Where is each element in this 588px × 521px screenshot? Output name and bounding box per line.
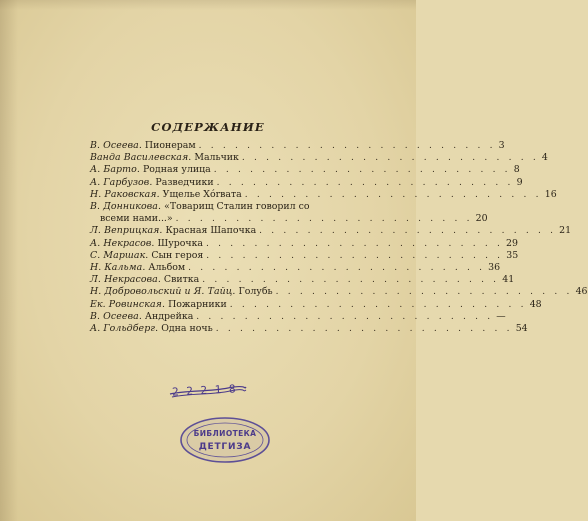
toc-entry [90,201,328,213]
toc-page-number: 35 [506,249,519,261]
toc-entry-continuation [90,213,488,225]
toc-entry [90,262,501,274]
toc-page-number: 16 [544,188,557,200]
toc-author: А. Некрасов. [90,237,155,249]
toc-leader: . . . . . . . . . . . . . . . . . . . . . . . . . [206,238,504,249]
toc-title: Сын героя [151,249,204,261]
toc-entry [90,188,557,201]
toc-title: Альбом [148,262,186,274]
library-stamp [178,415,272,465]
toc-author: В. Осеева. [90,140,142,151]
toc-leader: . . . . . . . . . . . . . . . . . . . . . . . . . [244,189,542,200]
toc-page-number: 9 [516,176,523,188]
toc-title: Родная улица [142,164,211,176]
toc-author: Ванда Василевская. [90,152,192,164]
toc-leader: . . . . . . . . . . . . . . . . . . . . . . . . . [215,324,513,335]
toc-leader: . . . . . . . . . . . . . . . . . . . . . . . . . [259,226,557,237]
toc-entry [90,274,515,286]
toc-author: Н. Добровольский и Я. Тайц. [90,286,236,298]
toc-entry [90,298,542,311]
toc-author: Л. Некрасова. [90,274,161,286]
toc-leader: . . . . . . . . . . . . . . . . . . . . . . . . . [196,311,494,322]
toc-leader: . . . . . . . . . . . . . . . . . . . . . . . . . [188,263,486,274]
inventory-strikethrough [168,384,248,400]
toc-leader: . . . . . . . . . . . . . . . . . . . . . . . . . [198,141,496,151]
toc-title: Голубь [238,286,273,298]
toc-author: С. Маршак. [90,249,149,261]
toc-entry [90,140,505,152]
toc-author: А. Гольдберг. [90,323,159,335]
toc-author: Л. Веприцкая. [90,225,163,237]
toc-leader: . . . . . . . . . . . . . . . . . . . . . . . . . [275,287,573,298]
toc-author: А. Гарбузов. [90,176,153,188]
toc-leader: . . . . . . . . . . . . . . . . . . . . . . . . . [216,177,514,188]
toc-author: Н. Раковская. [90,188,160,200]
inventory-number: 2 2 2 1 8 [171,382,237,399]
toc-leader: . . . . . . . . . . . . . . . . . . . . . . . . . [229,299,527,310]
toc-title: Пожарники [168,298,227,310]
toc-entry [90,310,506,323]
toc-leader: . . . . . . . . . . . . . . . . . . . . . . . . . [206,250,504,261]
toc-title: Пионерам [144,140,196,151]
toc-title: всеми нами...» [100,213,173,225]
toc-title: Ущелье Хórвата [162,188,242,200]
toc-page-number: 36 [488,262,501,274]
toc-page-number: 4 [541,152,548,164]
toc-entry [90,164,520,176]
toc-author: Ек. Ровинская. [90,298,166,310]
toc-page-number: 3 [498,140,505,151]
toc-author: В. Осеева. [90,310,142,322]
toc-title: Разведчики [155,176,214,188]
toc-page-number: 20 [475,213,488,225]
toc-leader: . . . . . . . . . . . . . . . . . . . . . . . . . [175,214,473,225]
toc-page-number: 48 [529,298,542,310]
toc-entry [90,286,588,298]
toc-title: Свитка [163,274,200,286]
toc-title: Красная Шапочка [165,225,257,237]
toc-leader: . . . . . . . . . . . . . . . . . . . . . . . . . [202,275,500,286]
toc-title: Мальчик [194,152,239,164]
toc-page-number: 46 [575,286,588,298]
toc-page-number: 29 [506,237,518,249]
toc-title: Одна ночь [161,323,213,335]
table-of-contents [90,140,588,335]
toc-page-number: 54 [515,323,528,335]
toc-author: Н. Кальма. [90,262,146,274]
toc-page-number: 8 [513,164,520,176]
toc-entry [90,237,518,250]
toc-author: В. Донникова. [90,201,162,213]
stamp-line-publisher: ДЕТГИЗА [198,442,252,452]
toc-entry [90,152,548,164]
stamp-line-library: БИБЛИОТЕКА [193,429,257,438]
toc-entry [90,249,519,262]
toc-title: Андрейка [144,310,194,322]
toc-entry [90,176,523,189]
toc-entry [90,225,572,237]
toc-entry [90,323,528,335]
toc-title: «Товарищ Сталин говорил со [164,201,310,213]
toc-leader: . . . . . . . . . . . . . . . . . . . . . . . . . [213,165,511,176]
page-title: СОДЕРЖАНИЕ [151,120,265,134]
toc-page-number: 21 [559,225,572,237]
toc-leader: . . . . . . . . . . . . . . . . . . . . . . . . . [241,153,539,164]
toc-page-number: — [496,310,506,322]
toc-page-number: 41 [502,274,515,286]
toc-title: Шурочка [157,237,204,249]
toc-author: А. Барто. [90,164,140,176]
